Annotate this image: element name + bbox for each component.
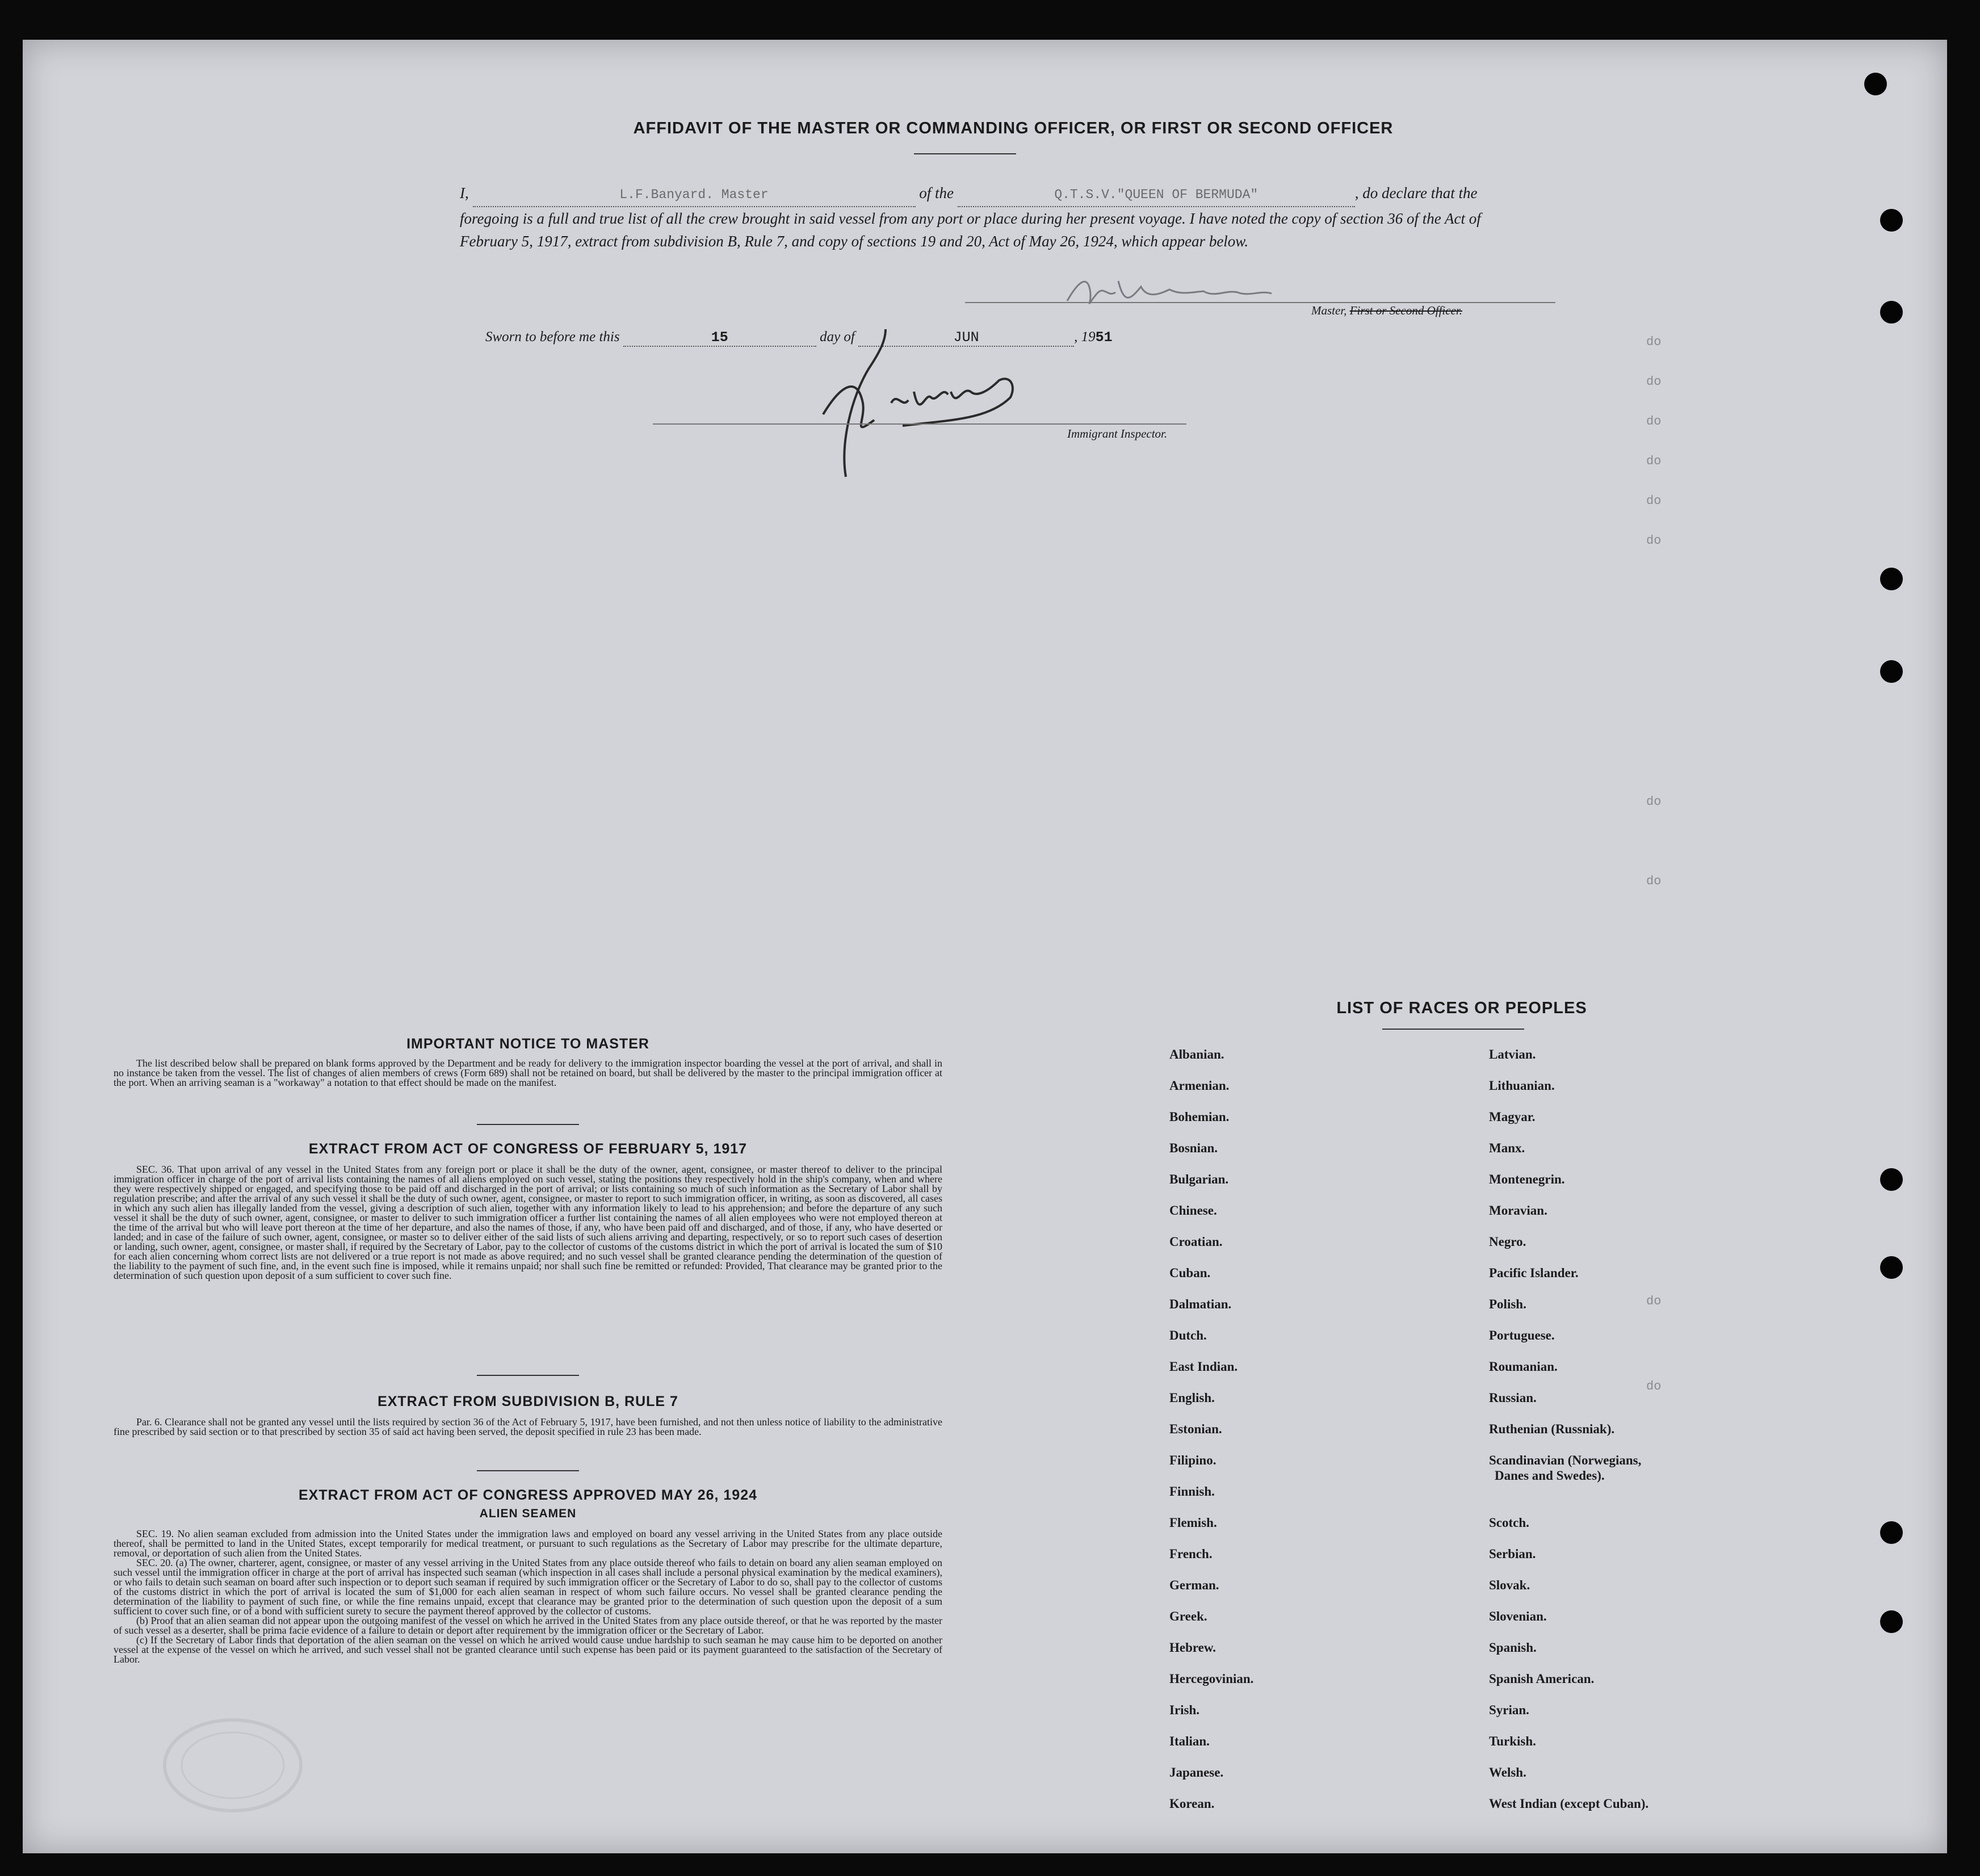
race-item: Russian. <box>1489 1391 1537 1405</box>
race-item: Scotch. <box>1489 1516 1529 1530</box>
bleed-do: do <box>1646 375 1662 389</box>
race-item: Dalmatian. <box>1169 1297 1232 1311</box>
race-item: Japanese. <box>1169 1765 1224 1780</box>
bleed-do: do <box>1646 335 1662 349</box>
race-item: Spanish American. <box>1489 1672 1595 1686</box>
bleed-do: do <box>1646 1294 1662 1308</box>
sec-20b-paragraph: (b) Proof that an alien seaman did not appear upon the outgoing manifest of the vessel on which he arrived in the United States from any place outside thereof, or that he was reported by the master of such vessel as a deserter, shall be prima facie evidence of a failure to detain or deport after requirement by the immigration officer or the Secretary of Labor. <box>114 1615 942 1636</box>
race-item: Moravian. <box>1489 1203 1547 1218</box>
declaration-do-declare: , do declare <box>1354 184 1427 202</box>
binder-hole <box>1880 209 1903 232</box>
race-item: Latvian. <box>1489 1047 1536 1061</box>
binder-hole <box>1880 1610 1903 1633</box>
binder-hole <box>1880 301 1903 324</box>
race-item: Serbian. <box>1489 1547 1536 1561</box>
race-item: Irish. <box>1169 1703 1200 1717</box>
race-item: Syrian. <box>1489 1703 1529 1717</box>
race-item: Magyar. <box>1489 1110 1536 1124</box>
race-item: Flemish. <box>1169 1516 1217 1530</box>
race-item: Turkish. <box>1489 1734 1536 1748</box>
bleed-do: do <box>1646 534 1662 548</box>
race-item: Slovak. <box>1489 1578 1530 1592</box>
master-name-field: L.F.Banyard. Master <box>473 183 916 207</box>
rule-7-title: EXTRACT FROM SUBDIVISION B, RULE 7 <box>377 1394 678 1409</box>
sworn-day-of: day of <box>820 329 855 345</box>
binder-hole <box>1864 73 1887 95</box>
race-item: Filipino. <box>1169 1453 1216 1467</box>
race-item: Polish. <box>1489 1297 1526 1311</box>
declaration-of-the: of the <box>919 184 954 202</box>
bleed-do: do <box>1646 795 1662 809</box>
notice-title: IMPORTANT NOTICE TO MASTER <box>406 1036 649 1052</box>
declaration-block <box>460 182 1527 253</box>
master-label: Master, <box>1311 304 1347 317</box>
binder-hole <box>1880 1168 1903 1191</box>
race-item: Welsh. <box>1489 1765 1526 1780</box>
race-item: Manx. <box>1489 1141 1525 1155</box>
extract-1924-title: EXTRACT FROM ACT OF CONGRESS APPROVED MAY 26, 1924 <box>298 1487 758 1503</box>
master-caption <box>1311 304 1462 318</box>
first-second-officer-struck: First or Second Officer. <box>1349 304 1462 317</box>
race-item: West Indian (except Cuban). <box>1489 1797 1649 1811</box>
affidavit-heading: AFFIDAVIT OF THE MASTER OR COMMANDING OFFICER, OR FIRST OR SECOND OFFICER <box>633 119 1394 137</box>
race-item: Pacific Islander. <box>1489 1266 1579 1280</box>
divider <box>477 1470 579 1471</box>
race-item: Armenian. <box>1169 1078 1230 1093</box>
race-item: Spanish. <box>1489 1640 1537 1655</box>
inspector-signature <box>806 307 1062 494</box>
race-item: Hercegovinian. <box>1169 1672 1254 1686</box>
binder-hole <box>1880 1521 1903 1544</box>
alien-seamen-subtitle: ALIEN SEAMEN <box>479 1507 577 1520</box>
notice-text <box>114 1059 942 1088</box>
races-left-column <box>1169 1047 1453 1811</box>
sec-20a-paragraph: SEC. 20. (a) The owner, charterer, agent, consignee, or master of any vessel arriving in the United States from any place outside thereof who fails to detain on board any alien seaman employed on such vessel until the immigration officer in charge at the port of arrival has inspected such seaman (which inspection in all cases shall include a personal physical examination by the medical examiners), or who fails to detain such seaman on board after such inspection or to deport such seaman if required by such immigration officer or the Secretary of Labor to do so, shall pay to the collector of customs of the customs district in which the port of arrival is located the sum of $1,000 for each alien seaman in respect of whom such failure occurs. No vessel shall be granted clearance pending the determination of the liability to payment of such fine, or while the fine remains unpaid, except that clearance may be granted prior to the determination of such question upon the deposit of a sum sufficient to cover such fine, or of a bond with sufficient surety to secure the payment thereof approved by the collector of customs. <box>114 1557 942 1617</box>
races-title: LIST OF RACES OR PEOPLES <box>1336 999 1587 1017</box>
race-item: Ruthenian (Russniak). <box>1489 1422 1615 1436</box>
rule-7-text <box>114 1417 942 1437</box>
race-item: Croatian. <box>1169 1235 1223 1249</box>
par-6-paragraph: Par. 6. Clearance shall not be granted any vessel until the lists required by section 36 of the Act of February 5, 1917, have been furnished, and not then unless notice of liability to the administrative fine prescribed by said section or to that prescribed by section 35 of said act having been served, the deposit specified in rule 23 has been made. <box>114 1416 942 1437</box>
race-item: Roumanian. <box>1489 1359 1558 1374</box>
sworn-year-field: 51 <box>1095 329 1113 346</box>
race-item: Slovenian. <box>1489 1609 1547 1623</box>
notice-paragraph: The list described below shall be prepared on blank forms approved by the Department and be ready for delivery to the immigration inspector boarding the vessel at the port of arrival, and shall in no instance be taken from the vessel. The list of changes of alien members of crews (Form 689) shall not be retained on board, but shall be delivered by the master to the principal immigration officer at the port. When an arriving seaman is a "workaway" a notation to that effect should be made on the manifest. <box>114 1057 942 1088</box>
bleed-do: do <box>1646 494 1662 508</box>
embossed-seal <box>148 1709 318 1822</box>
sec-20c-paragraph: (c) If the Secretary of Labor finds that deportation of the alien seaman on the vessel on which he arrived would cause undue hardship to such seaman he may cause him to be deported on another vessel at the expense of the vessel on which he arrived, and such vessel shall not be granted clearance until such expense has been paid or its payment guaranteed to the satisfaction of the Secretary of Labor. <box>114 1634 942 1665</box>
race-item: Lithuanian. <box>1489 1078 1555 1093</box>
inspector-label: Immigrant Inspector. <box>1067 427 1168 440</box>
binder-hole <box>1880 660 1903 683</box>
race-item: Bulgarian. <box>1169 1172 1229 1186</box>
races-right-column <box>1489 1047 1886 1811</box>
race-item: Bohemian. <box>1169 1110 1230 1124</box>
bleed-do: do <box>1646 874 1662 888</box>
race-item: Dutch. <box>1169 1328 1207 1342</box>
divider <box>477 1375 579 1376</box>
sworn-day-field: 15 <box>623 329 816 347</box>
divider <box>477 1124 579 1125</box>
extract-1917-title: EXTRACT FROM ACT OF CONGRESS OF FEBRUARY 5, 1917 <box>308 1141 748 1157</box>
heading-divider <box>914 153 1016 154</box>
race-item: Danes and Swedes). <box>1495 1468 1605 1483</box>
vessel-name-field: Q.T.S.V."QUEEN OF BERMUDA" <box>958 183 1355 207</box>
master-signature <box>1062 270 1277 315</box>
declaration-body: that the foregoing is a full and true list of all the crew brought in said vessel from any port or place during her present voyage. I have noted the copy of section 36 of the Act of February 5, 1917, extract from subdivision B, Rule 7, and copy of sections 19 and 20, Act of May 26, 1924, which appear below. <box>460 184 1481 250</box>
race-item: Finnish. <box>1169 1484 1215 1499</box>
race-item: English. <box>1169 1391 1215 1405</box>
sec-19-paragraph: SEC. 19. No alien seaman excluded from admission into the United States under the immigration laws and employed on board any vessel arriving in the United States from any place outside thereof, shall be permitted to land in the United States, except temporarily for medical treatment, or pursuant to such regulations as the Secretary of Labor may prescribe for the ultimate departure, removal, or deportation of such alien from the United States. <box>114 1528 942 1559</box>
bleed-do: do <box>1646 414 1662 429</box>
race-item: Bosnian. <box>1169 1141 1218 1155</box>
race-item: Scandinavian (Norwegians, <box>1489 1453 1642 1467</box>
race-item: Portuguese. <box>1489 1328 1555 1342</box>
race-item: Negro. <box>1489 1235 1526 1249</box>
bleed-do: do <box>1646 454 1662 468</box>
race-item: East Indian. <box>1169 1359 1238 1374</box>
declaration-i: I, <box>460 184 469 202</box>
document-page <box>23 40 1947 1853</box>
inspector-signature-line <box>653 423 1186 425</box>
race-item: Hebrew. <box>1169 1640 1216 1655</box>
race-item: Cuban. <box>1169 1266 1211 1280</box>
extract-1924-text <box>114 1529 942 1664</box>
sworn-month-field: JUN <box>858 329 1074 347</box>
bleed-do: do <box>1646 1379 1662 1394</box>
sworn-label: Sworn to before me this <box>485 329 620 345</box>
race-item: German. <box>1169 1578 1219 1592</box>
race-item: French. <box>1169 1547 1213 1561</box>
race-item: Estonian. <box>1169 1422 1222 1436</box>
master-signature-line <box>965 302 1555 303</box>
extract-1917-text <box>114 1165 942 1281</box>
races-divider <box>1382 1029 1524 1030</box>
sworn-year-prefix: , 19 <box>1074 329 1096 345</box>
race-item: Greek. <box>1169 1609 1207 1623</box>
race-item: Korean. <box>1169 1797 1215 1811</box>
binder-hole <box>1880 568 1903 590</box>
race-item: Chinese. <box>1169 1203 1217 1218</box>
binder-hole <box>1880 1256 1903 1279</box>
section-36-paragraph: SEC. 36. That upon arrival of any vessel in the United States from any foreign port or place it shall be the duty of the owner, agent, consignee, or master thereof to deliver to the principal immigration officer in charge of the port of arrival lists containing the names of all aliens employed on such vessel, stating the positions they respectively hold in the ship's company, when and where they were respectively shipped or engaged, and specifying those to be paid off and discharged in the port of arrival; or lists containing so much of such information as the Secretary of Labor shall by regulation prescribe; and after the arrival of any such vessel it shall be the duty of such owner, agent, consignee, or master to report to such immigration officer, in writing, as soon as discovered, all cases in which any such alien has illegally landed from the vessel, giving a description of such alien, together with any information likely to lead to his apprehension; and before the departure of any such vessel it shall be the duty of such owner, agent, consignee, or master to deliver to such immigration officer a further list containing the names of all alien employees who were not employed thereon at the time of the arrival but who will leave port thereon at the time of her departure, and also the names of those, if any, who have been paid off and discharged, and of those, if any, who have deserted or landed; and in case of the failure of such owner, agent, consignee, or master so to deliver either of the said lists of such aliens arriving and departing, respectively, or so to report such cases of desertion or landing, such owner, agent, consignee, or master shall, if required by the Secretary of Labor, pay to the collector of customs of the customs district in which the port of arrival is located the sum of $10 for each alien concerning whom correct lists are not delivered or a true report is not made as above required; and no such vessel shall be granted clearance pending the determination of the question of the liability to the payment of such fine, and, in the event such fine is imposed, while it remains unpaid; nor shall such fine be remitted or refunded: Provided, That clearance may be granted prior to the determination of such question upon deposit of a sum sufficient to cover such fine. <box>114 1164 942 1281</box>
race-item: Montenegrin. <box>1489 1172 1565 1186</box>
race-item: Italian. <box>1169 1734 1210 1748</box>
race-item: Albanian. <box>1169 1047 1224 1061</box>
